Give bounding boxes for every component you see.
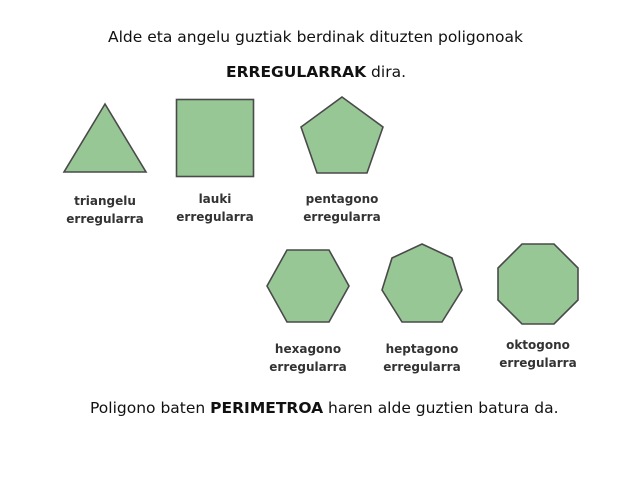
footer-line xyxy=(90,399,559,417)
pentagon-name: pentagono xyxy=(305,192,379,206)
pentagon-qualifier: erregularra xyxy=(303,210,381,224)
hexagon-qualifier: erregularra xyxy=(269,360,347,374)
triangle-shape xyxy=(62,102,148,174)
octagon-qualifier: erregularra xyxy=(499,356,577,370)
hexagon-label xyxy=(258,340,358,376)
heading-rest: dira. xyxy=(371,63,406,81)
octagon-label xyxy=(488,336,588,372)
pentagon-shape xyxy=(299,95,385,175)
octagon-name: oktogono xyxy=(506,338,570,352)
heptagon-qualifier: erregularra xyxy=(383,360,461,374)
square-shape xyxy=(175,98,255,178)
heptagon-name: heptagono xyxy=(385,342,459,356)
footer-before: Poligono baten xyxy=(90,399,206,417)
triangle-name: triangelu xyxy=(74,194,136,208)
triangle-label xyxy=(62,192,148,228)
pentagon-label xyxy=(292,190,392,226)
heptagon-label xyxy=(372,340,472,376)
footer-after: haren alde guztien batura da. xyxy=(328,399,559,417)
footer-bold-word: PERIMETROA xyxy=(210,399,324,417)
heading-line-2 xyxy=(226,63,406,81)
square-qualifier: erregularra xyxy=(176,210,254,224)
heptagon-shape xyxy=(380,242,464,324)
octagon-shape xyxy=(496,242,580,326)
hexagon-shape xyxy=(265,248,351,324)
hexagon-name: hexagono xyxy=(274,342,342,356)
triangle-qualifier: erregularra xyxy=(66,212,144,226)
square-label xyxy=(170,190,260,226)
heading-bold-word: ERREGULARRAK xyxy=(226,63,367,81)
square-name: lauki xyxy=(198,192,232,206)
heading-line-1 xyxy=(108,28,523,46)
heading-text: Alde eta angelu guztiak berdinak dituzten poligonoak xyxy=(108,28,524,46)
